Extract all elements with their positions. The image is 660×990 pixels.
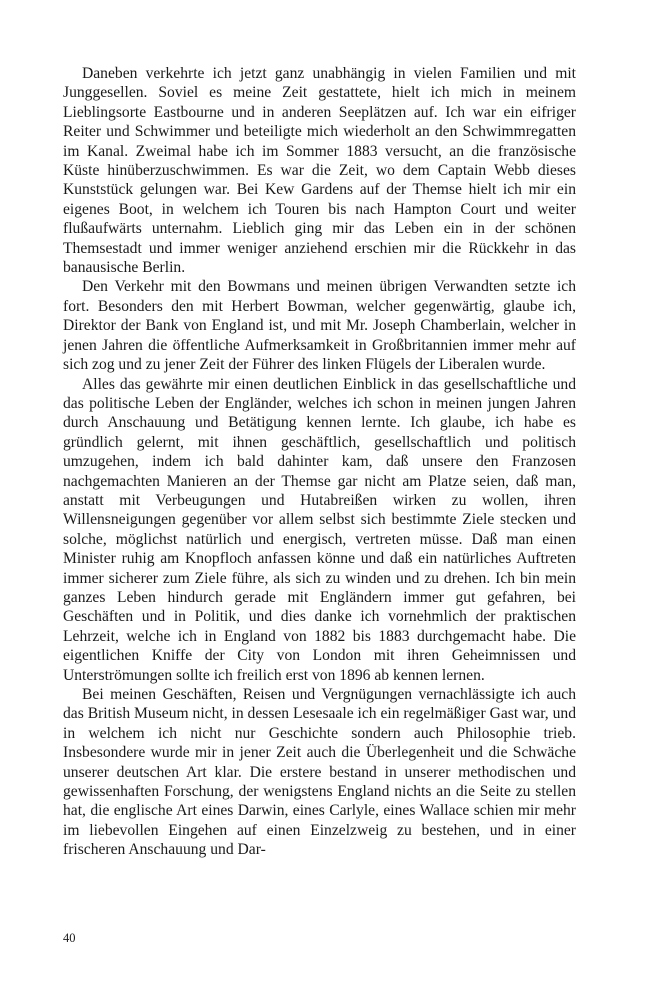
paragraph-2: Den Verkehr mit den Bowmans und meinen übrigen Verwandten setzte ich fort. Besonders den mit Herbert Bowman, welcher gegenwärtig, glaube ich, Direktor der Bank von England ist, und mit Mr. Joseph Chamberlain, welcher in jenen Jahren die öffentliche Aufmerksamkeit in Großbritannien immer mehr auf sich zog und zu jener Zeit der Führer des linken Flügels der Liberalen wurde. xyxy=(63,278,576,374)
paragraph-4: Bei meinen Geschäften, Reisen und Vergnügungen vernachlässigte ich auch das British Museum nicht, in dessen Lesesaale ich ein regelmäßiger Gast war, und in welchem ich nicht nur Geschichte sondern auch Philosophie trieb. Insbesondere wurde mir in jener Zeit auch die Überlegenheit und die Schwäche unserer deutschen Art klar. Die erstere bestand in unserer methodischen und gewissenhaften Forschung, der wenigstens England nichts an die Seite zu stellen hat, die englische Art eines Darwin, eines Carlyle, eines Wallace schien mir mehr im liebevollen Eingehen auf einen Einzelzweig zu bestehen, und in einer frischeren Anschauung und Dar- xyxy=(63,686,576,859)
paragraph-3: Alles das gewährte mir einen deutlichen Einblick in das gesellschaftliche und das politische Leben der Engländer, welches ich schon in meinen jungen Jahren durch Anschauung und Betätigung kennen lernte. Ich glaube, ich habe es gründlich gelernt, mit ihnen geschäftlich, gesellschaftlich und politisch umzugehen, indem ich bald dahinter kam, daß unsere den Franzosen nachgemachten Manieren an der Themse gar nicht am Platze seien, daß man, anstatt mit Verbeugungen und Hutabreißen wirken zu wollen, ihren Willensneigungen gegenüber vor allem selbst sich bestimmte Ziele stecken und solche, möglichst natürlich und energisch, vertreten müsse. Daß man einen Minister ruhig am Knopfloch anfassen könne und daß ein natürliches Auftreten immer sicherer zum Ziele führe, als sich zu winden und zu drehen. Ich bin mein ganzes Leben hindurch gerade mit Engländern immer gut gefahren, bei Geschäften und in Politik, und dies danke ich vornehmlich der praktischen Lehrzeit, welche ich in England von 1882 bis 1883 durchgemacht habe. Die eigentlichen Kniffe der City von London mit ihren Geheimnissen und Unterströmungen sollte ich freilich erst von 1896 ab kennen lernen. xyxy=(63,375,576,684)
page-number: 40 xyxy=(63,931,76,945)
paragraph-1: Daneben verkehrte ich jetzt ganz unabhängig in vielen Familien und mit Junggesellen. Soviel es meine Zeit gestattete, hielt ich mich in meinem Lieblingsorte Eastbourne und in anderen Seeplätzen auf. Ich war ein eifriger Reiter und Schwimmer und beteiligte mich wiederholt an den Schwimmregatten im Kanal. Zweimal habe ich im Sommer 1883 versucht, an die französische Küste hinüberzuschwimmen. Es war die Zeit, wo dem Captain Webb dieses Kunststück gelungen war. Bei Kew Gardens auf der Themse hielt ich mir ein eigenes Boot, in welchem ich Touren bis nach Hampton Court und weiter flußaufwärts unternahm. Lieblich ging mir das Leben ein in der schönen Themsestadt und immer weniger anziehend erschien mir die Rückkehr in das banausische Berlin. xyxy=(63,65,576,277)
body-text xyxy=(63,64,576,860)
